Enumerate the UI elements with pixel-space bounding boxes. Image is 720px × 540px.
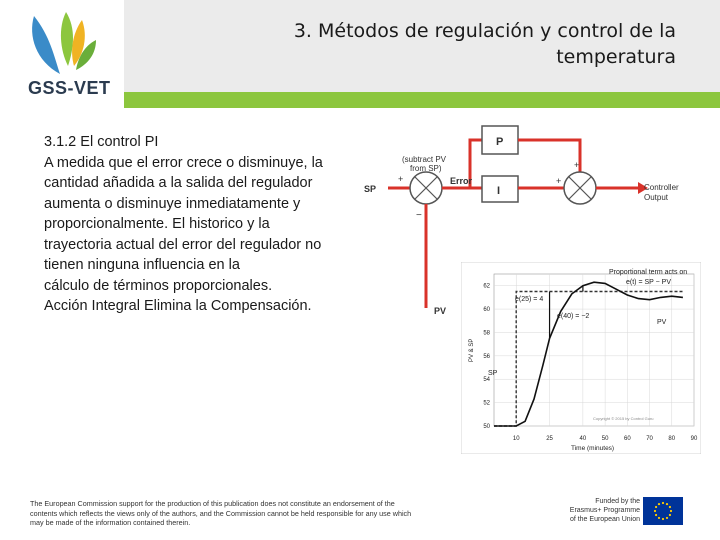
eu-star-icon [655,506,657,508]
eu-star-icon [658,517,660,519]
eu-star-icon [662,502,664,504]
error-label: Error [450,176,473,186]
funding-text [556,497,640,524]
i-block-label: I [497,185,501,197]
header [0,0,720,108]
eu-star-icon [666,503,668,505]
disclaimer-line: may be made of the information contained therein. [30,518,191,527]
e40-annotation: e(40) = −2 [557,313,590,320]
eu-star-icon [662,518,664,520]
y-tick-label: 58 [483,330,490,337]
y-tick-label: 54 [483,377,490,384]
chart-annotation-top: e(t) = SP − PV [626,279,672,286]
y-axis-label: PV & SP [469,338,475,362]
chart-annotation-top: Proportional term acts on [609,269,688,276]
plus-sign: + [398,174,404,184]
y-tick-label: 50 [483,424,490,430]
text-line: Acción Integral Elimina la Compensación. [44,298,312,314]
eu-star-icon [669,514,671,516]
output-label: Controller [644,183,679,192]
sp-series-label: SP [488,370,498,377]
eu-star-icon [670,510,672,512]
disclaimer-line: The European Commission support for the production of this publication does not constitute an endorsement of the [30,499,395,508]
y-tick-label: 60 [483,307,490,314]
eu-star-icon [666,517,668,519]
text-line: proporcionalmente. El historico y la [44,216,270,232]
body-text [44,132,364,317]
p-output-line [518,140,580,172]
x-tick-label: 40 [579,436,587,442]
minus-sign: − [416,210,422,221]
eu-star-icon [669,506,671,508]
eu-flag-icon [643,497,683,525]
funding-line: of the European Union [569,516,640,523]
p-block-label: P [496,136,504,148]
text-line: cantidad añadida a la salida del regulador [44,175,313,191]
text-line: A medida que el error crece o disminuye, la [44,154,323,171]
pv-label: PV [434,306,447,316]
logo-text: GSS-VET [28,78,111,98]
y-tick-label: 62 [483,283,490,290]
x-tick-label: 10 [512,436,520,442]
page-title [246,18,676,70]
output-label: Output [644,193,669,202]
y-tick-label: 56 [483,353,490,360]
funding-line: Funded by the [595,498,640,505]
x-tick-label: 70 [646,436,653,442]
subtract-label: (subtract PV [402,155,447,164]
copyright-text: Copyright © 2015 by Control Guru [593,416,654,421]
funding-line: Erasmus+ Programme [569,507,640,514]
text-line: aumenta o disminuye inmediatamente y [44,195,301,212]
eu-star-icon [658,503,660,505]
text-line: trayectoria actual del error del regulador no [44,236,322,253]
x-tick-label: 90 [690,436,698,442]
pi-response-chart [461,262,701,454]
x-tick-label: 50 [601,436,609,442]
x-tick-label: 25 [546,436,553,442]
e25-annotation: e(25) = 4 [515,296,544,303]
eu-star-icon [655,514,657,516]
sp-label: SP [364,184,377,194]
y-tick-label: 52 [483,400,490,407]
disclaimer [30,499,460,528]
text-line: tienen ninguna influencia en la [44,257,240,273]
pv-series-label: PV [657,319,667,326]
text-line: 3.1.2 El control PI [44,134,159,150]
x-tick-label: 80 [668,436,676,442]
plus-sign: + [574,160,580,170]
x-axis-label: Time (minutes) [571,445,615,452]
plus-sign: + [556,176,562,186]
text-line: cálculo de términos proporcionales. [44,277,273,294]
title-line-2: temperatura [556,46,676,68]
subtract-label: from SP) [410,164,442,173]
eu-star-icon [654,510,656,512]
disclaimer-line: contents which reflects the views only of the authors, and the Commission cannot be held responsible for any use which [30,508,412,518]
accent-stripe [124,92,720,108]
x-tick-label: 60 [623,436,631,442]
title-line-1: 3. Métodos de regulación y control de la [293,20,676,42]
